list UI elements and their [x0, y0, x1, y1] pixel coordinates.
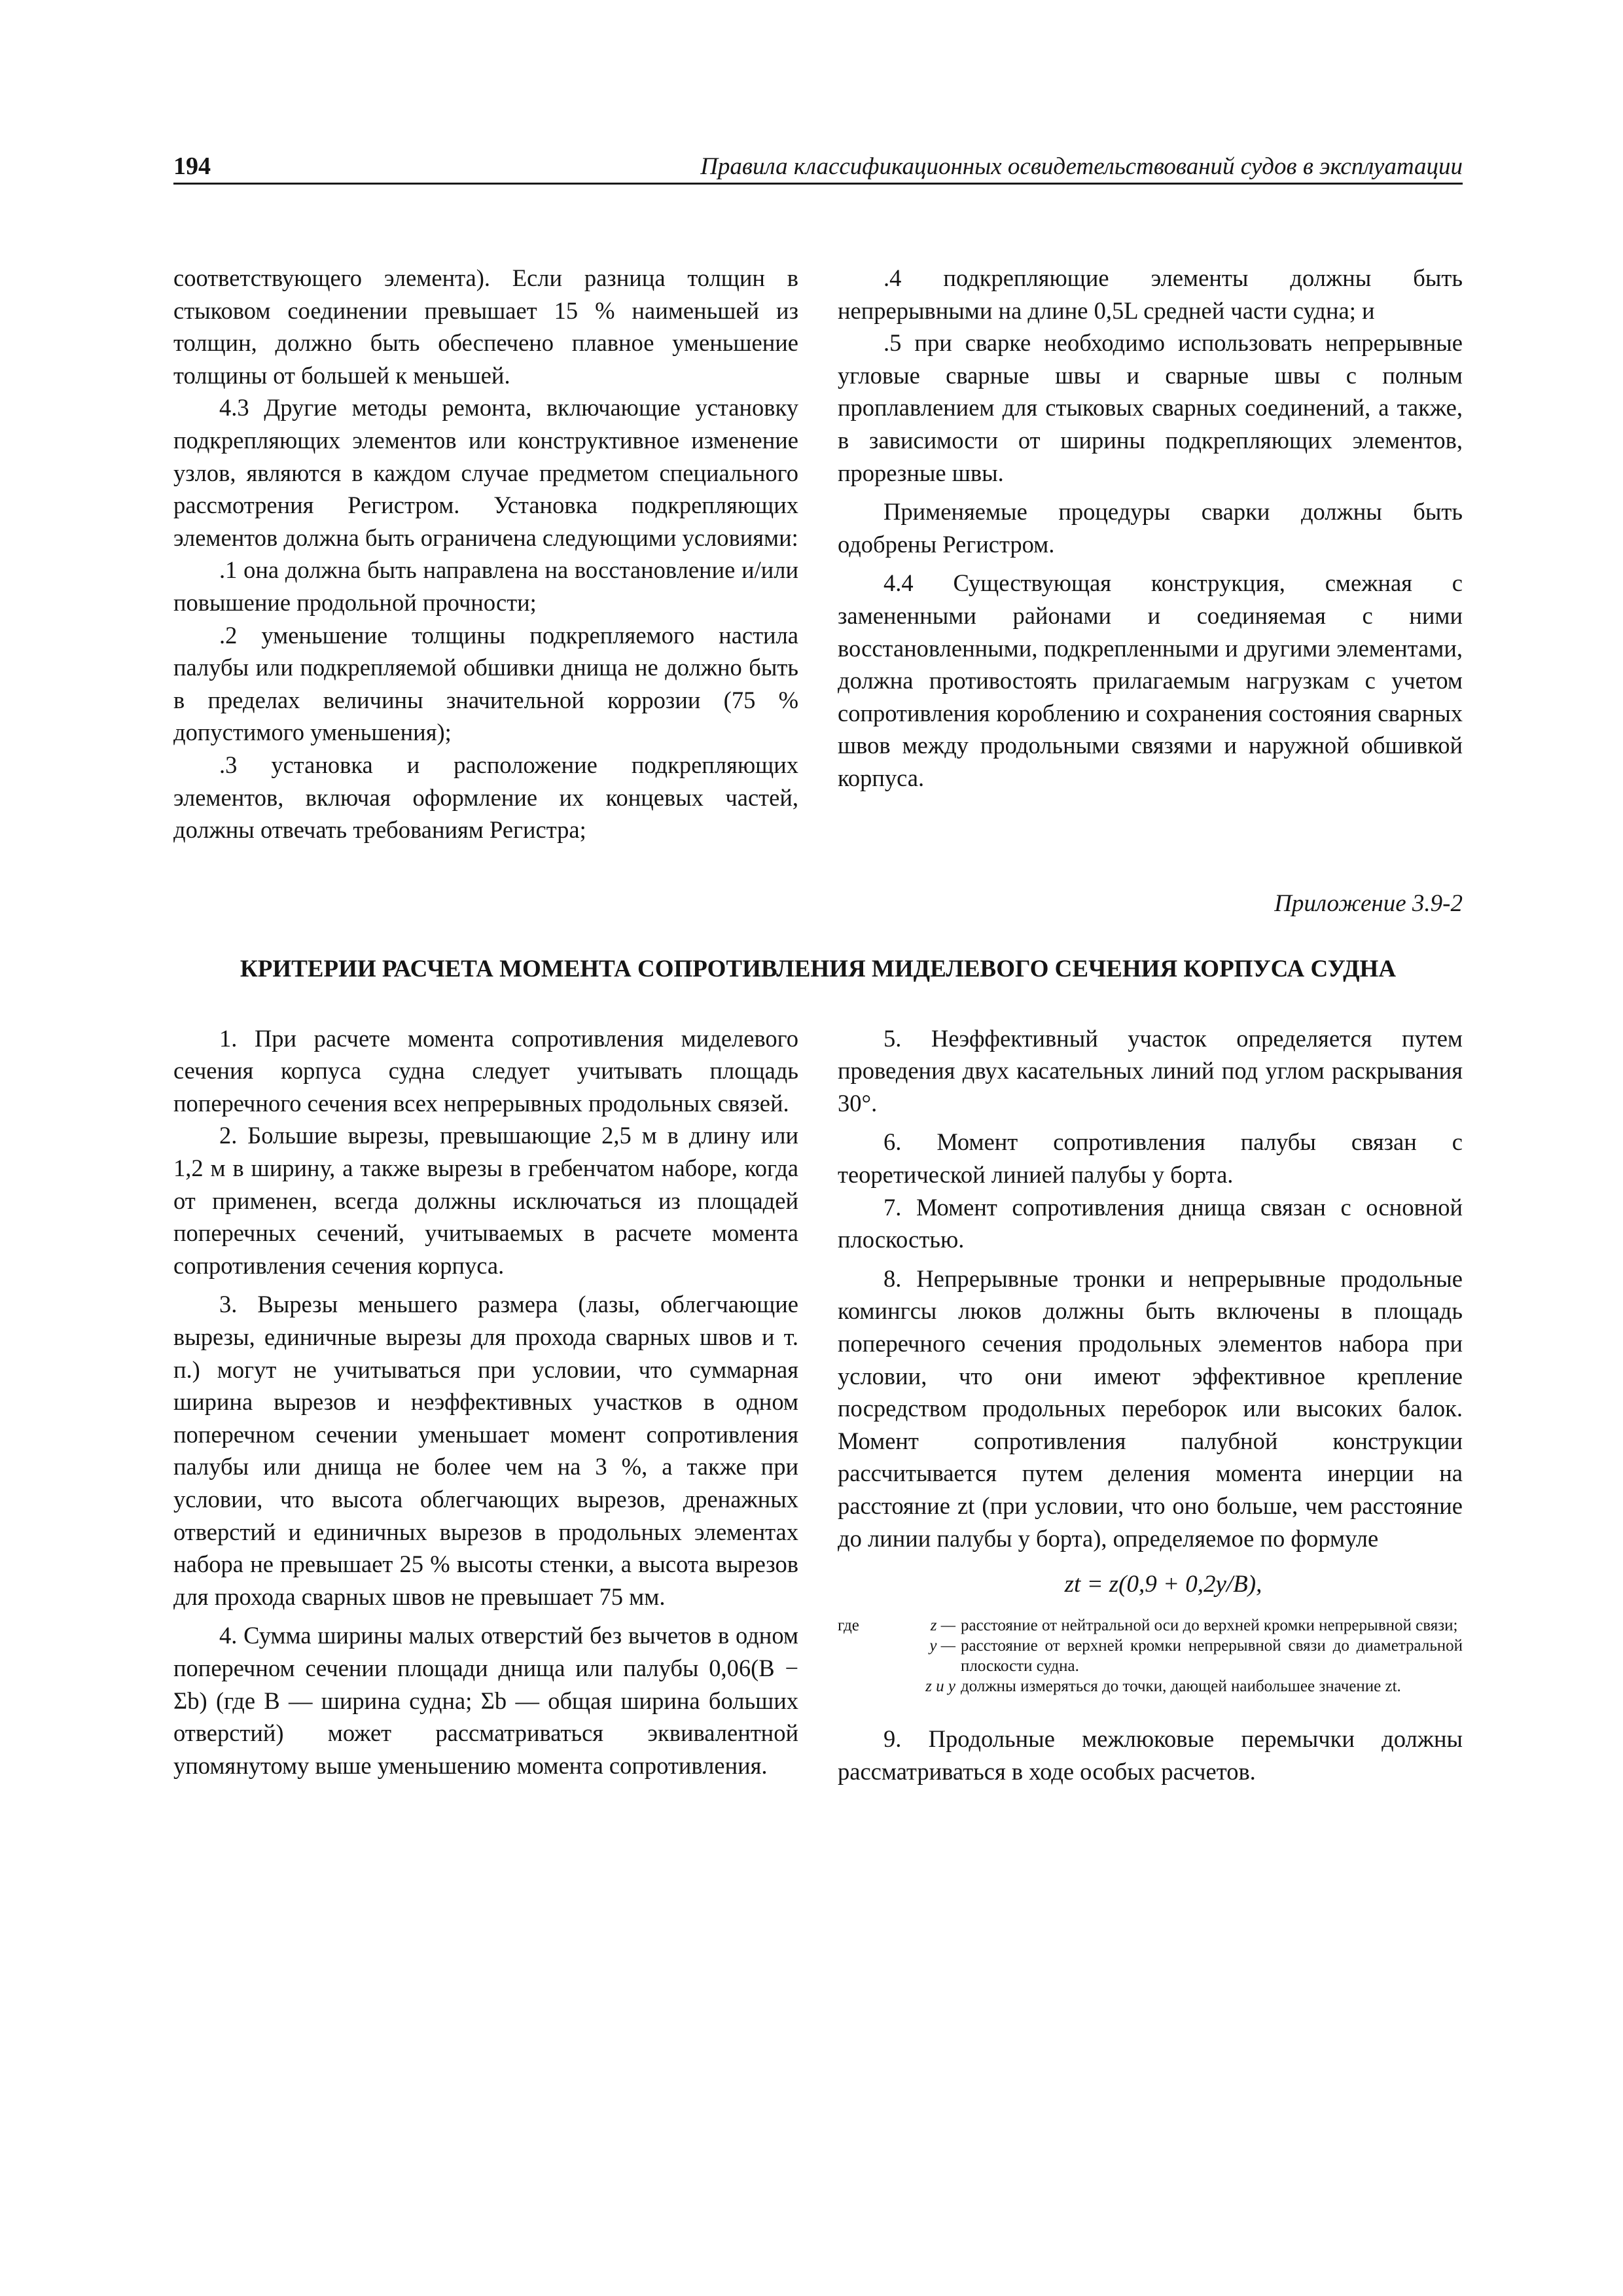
- top-columns: [173, 262, 1463, 846]
- paragraph: 3. Вырезы меньшего размера (лазы, облегчающие вырезы, единичные вырезы для прохода сварных швов и т. п.) могут не учитываться при условии, что суммарная ширина вырезов и неэффективных участков в одном поперечном сечении уменьшает момент сопротивления палубы или днища не более чем на 3 %, а также при условии, что высота облегчающих вырезов, дренажных отверстий и единичных вырезов в продольных элементах набора не превышает 25 % высоты стенки, а высота вырезов для прохода сварных швов не превышает 75 мм.: [173, 1291, 798, 1610]
- paragraph: 4. Сумма ширины малых отверстий без вычетов в одном поперечном сечении площади днища или палубы 0,06(B − Σb) (где B — ширина судна; Σb — общая ширина больших отверстий) может рассматриваться эквивалентной упомянутому выше уменьшению момента сопротивления.: [173, 1622, 798, 1779]
- bottom-columns: [173, 1022, 1463, 1788]
- legend-text: расстояние от верхней кромки непрерывной связи до диаметральной плоскости судна.: [961, 1637, 1463, 1676]
- paragraph: 6. Момент сопротивления палубы связан с теоретической линией палубы у борта.: [838, 1128, 1463, 1189]
- legend-row: [838, 1615, 1463, 1636]
- paragraph: 9. Продольные межлюковые перемычки должны рассматриваться в ходе особых расчетов.: [838, 1725, 1463, 1785]
- formula-legend: [838, 1615, 1463, 1696]
- legend-text: расстояние от нейтральной оси до верхней кромки непрерывной связи;: [961, 1617, 1458, 1635]
- paragraph: 1. При расчете момента сопротивления миделевого сечения корпуса судна следует учитывать площадь поперечного сечения всех непрерывных продольных связей.: [173, 1024, 798, 1117]
- legend-row: [838, 1676, 1463, 1696]
- formula: zt = z(0,9 + 0,2y/B),: [1064, 1571, 1262, 1598]
- paragraph: .5 при сварке необходимо использовать непрерывные угловые сварные швы и сварные швы с полным проплавлением для стыковых сварных соединений, а также, в зависимости от ширины подкрепляющих элементов, прорезные швы.: [838, 329, 1463, 486]
- paragraph: 2. Большие вырезы, превышающие 2,5 м в длину или 1,2 м в ширину, а также вырезы в гребенчатом наборе, когда от применен, всегда должны исключаться из площадей поперечных сечений, учитываемых в расчете момента сопротивления сечения корпуса.: [173, 1122, 798, 1279]
- right-column-bottom: [838, 1022, 1463, 1788]
- appendix-label: Приложение 3.9-2: [1274, 889, 1463, 917]
- left-column-bottom: [173, 1022, 798, 1788]
- legend-symbol: z и y: [925, 1677, 955, 1696]
- right-column-top: [838, 262, 1463, 846]
- running-title: Правила классификационных освидетельствований судов в эксплуатации: [700, 153, 1463, 180]
- paragraph: 4.3 Другие методы ремонта, включающие установку подкрепляющих элементов или конструктивное изменение узлов, являются в каждом случае предметом специального рассмотрения Регистром. Установка подкрепляющих элементов должна быть ограничена следующими условиями:: [173, 394, 798, 551]
- page-number: 194: [173, 152, 211, 180]
- legend-row: [838, 1636, 1463, 1676]
- paragraph: Применяемые процедуры сварки должны быть одобрены Регистром.: [838, 498, 1463, 558]
- paragraph: .4 подкрепляющие элементы должны быть непрерывными на длине 0,5L средней части судна; и: [838, 264, 1463, 324]
- paragraph: .3 установка и расположение подкрепляющих элементов, включая оформление их концевых частей, должны отвечать требованиям Регистра;: [173, 751, 798, 844]
- section-title: КРИТЕРИИ РАСЧЕТА МОМЕНТА СОПРОТИВЛЕНИЯ МИДЕЛЕВОГО СЕЧЕНИЯ КОРПУСА СУДНА: [240, 955, 1397, 982]
- legend-text: должны измеряться до точки, дающей наибольшее значение zt.: [961, 1677, 1401, 1696]
- paragraph: 8. Непрерывные тронки и непрерывные продольные комингсы люков должны быть включены в площадь поперечного сечения продольных элементов набора при условии, что они имеют эффективное крепление посредством продольных переборок или высоких балок. Момент сопротивления палубной конструкции рассчитывается путем деления момента инерции на расстояние zt (при условии, что оно больше, чем расстояние до линии палубы у борта), определяемое по формуле: [838, 1265, 1463, 1552]
- running-header: [173, 147, 1463, 185]
- paragraph: 5. Неэффективный участок определяется путем проведения двух касательных линий под углом раскрывания 30°.: [838, 1024, 1463, 1117]
- legend-symbol: y —: [929, 1637, 955, 1655]
- left-column-top: [173, 262, 798, 846]
- paragraph: 7. Момент сопротивления днища связан с основной плоскостью.: [838, 1193, 1463, 1253]
- paragraph: .1 она должна быть направлена на восстановление и/или повышение продольной прочности;: [173, 556, 798, 616]
- legend-lead: где: [838, 1617, 859, 1635]
- paragraph: 4.4 Существующая конструкция, смежная с замененными районами и соединяемая с ними восстановленными, подкрепленными и другими элементами, должна противостоять прилагаемым нагрузкам с учетом сопротивления короблению и сохранения состояния сварных швов между продольными связями и наружной обшивкой корпуса.: [838, 569, 1463, 791]
- paragraph: соответствующего элемента). Если разница толщин в стыковом соединении превышает 15 % наименьшей из толщин, должно быть обеспечено плавное уменьшение толщины от большей к меньшей.: [173, 264, 798, 389]
- paragraph: .2 уменьшение толщины подкрепляемого настила палубы или подкрепляемой обшивки днища не должно быть в пределах величины значительной коррозии (75 % допустимого уменьшения);: [173, 621, 798, 746]
- legend-symbol: z —: [930, 1617, 955, 1635]
